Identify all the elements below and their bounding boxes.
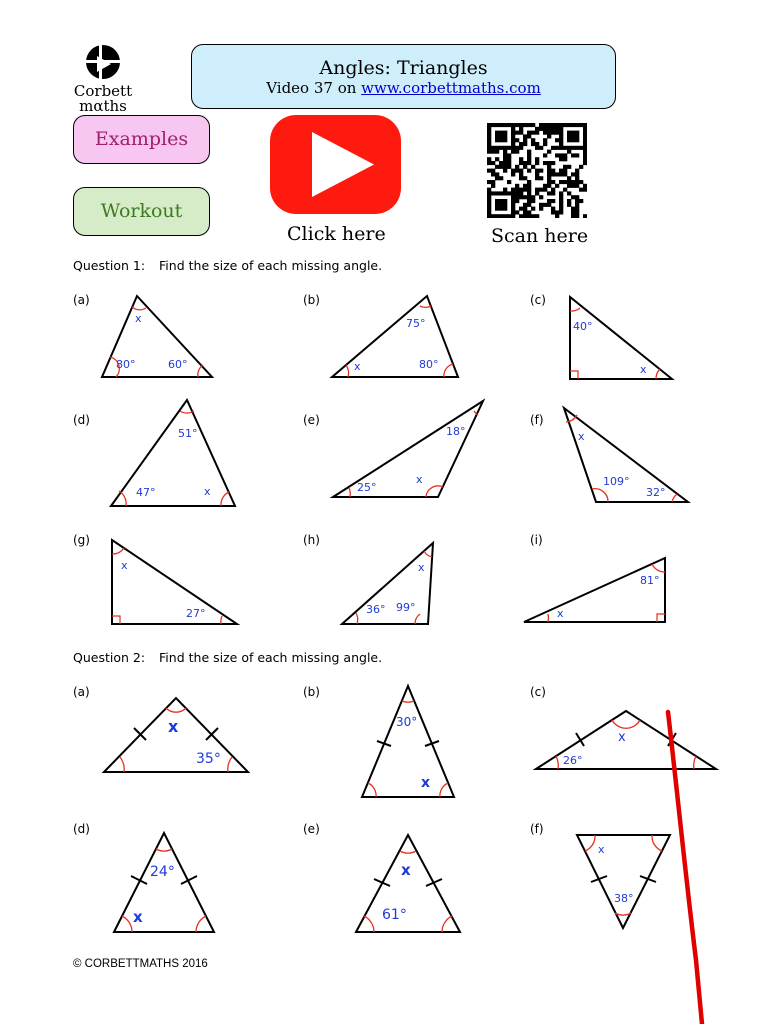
q2d-angle-24: 24°: [150, 864, 175, 880]
q1c-angle-x: x: [640, 363, 647, 376]
q1i-triangle: [524, 558, 665, 622]
q2-part-b-label: (b): [303, 685, 320, 699]
q2e-triangle: [356, 835, 460, 932]
q1-part-a-label: (a): [73, 293, 90, 307]
q2b-angle-30: 30°: [396, 715, 418, 729]
q2-part-c-label: (c): [530, 685, 546, 699]
logo-line-1: Corbett: [73, 82, 133, 100]
q1-part-e-label: (e): [303, 413, 320, 427]
q1-part-i-label: (i): [530, 533, 543, 547]
q1d-angle-47: 47°: [136, 486, 156, 499]
q2a-angle-35: 35°: [196, 751, 221, 767]
q1i-angle-81: 81°: [640, 574, 660, 587]
q1g-triangle: [112, 540, 237, 624]
question-1-label: Question 1:: [73, 258, 146, 273]
q2-part-f-label: (f): [530, 822, 544, 836]
q1e-angle-18: 18°: [446, 425, 466, 438]
copyright: © CORBETTMATHS 2016: [73, 958, 208, 970]
q1-part-c-label: (c): [530, 293, 546, 307]
q1a-angle-80: 80°: [116, 358, 136, 371]
right-angle-marker: [112, 616, 120, 624]
question-2-label: Question 2:: [73, 650, 146, 665]
q1f-angle-109: 109°: [603, 475, 630, 488]
q1-part-h-label: (h): [303, 533, 320, 547]
q1-part-f-label: (f): [530, 413, 544, 427]
q1h-triangle: [342, 543, 433, 624]
q1h-angle-x: x: [418, 561, 425, 574]
question-1-text: Find the size of each missing angle.: [159, 258, 383, 273]
q1b-angle-75: 75°: [406, 317, 426, 330]
q2d-angle-x: x: [133, 908, 143, 926]
q1-part-d-label: (d): [73, 413, 90, 427]
click-here-caption[interactable]: Click here: [287, 223, 386, 245]
q1e-angle-x: x: [416, 473, 423, 486]
q1-part-g-label: (g): [73, 533, 90, 547]
examples-button[interactable]: Examples: [73, 115, 210, 164]
q1b-angle-80: 80°: [419, 358, 439, 371]
logo-line-2: mαths: [79, 97, 127, 115]
q1c-angle-40: 40°: [573, 320, 593, 333]
q2-part-e-label: (e): [303, 822, 320, 836]
q2f-angle-x: x: [598, 843, 605, 856]
q1h-angle-99: 99°: [396, 601, 416, 614]
q1b-angle-x: x: [354, 360, 361, 373]
red-annotation-stroke: [668, 712, 702, 1024]
q1d-triangle: [111, 400, 235, 506]
q2f-angle-38: 38°: [614, 892, 634, 905]
q2b-angle-x: x: [421, 775, 431, 791]
q1g-angle-x: x: [121, 559, 128, 572]
q1-part-b-label: (b): [303, 293, 320, 307]
q2e-angle-61: 61°: [382, 907, 407, 923]
page-title: Angles: Triangles: [319, 57, 488, 79]
q1e-triangle: [333, 401, 483, 497]
q1b-triangle: [332, 296, 458, 377]
q1f-angle-32: 32°: [646, 486, 666, 499]
subtitle-prefix: Video 37 on: [266, 79, 362, 97]
q1f-angle-x: x: [578, 430, 585, 443]
right-angle-marker: [657, 614, 665, 622]
q1g-angle-27: 27°: [186, 607, 206, 620]
workout-button[interactable]: Workout: [73, 187, 210, 236]
corbettmaths-link[interactable]: www.corbettmaths.com: [361, 79, 541, 97]
scan-here-caption: Scan here: [491, 225, 589, 247]
q2e-angle-x: x: [401, 861, 411, 879]
q2c-angle-26: 26°: [563, 754, 583, 767]
q1d-angle-x: x: [204, 485, 211, 498]
q1h-angle-36: 36°: [366, 603, 386, 616]
q1e-angle-25: 25°: [357, 481, 377, 494]
q1a-angle-60: 60°: [168, 358, 188, 371]
q1c-triangle: [570, 297, 672, 379]
q2d-triangle: [114, 833, 214, 932]
question-2-text: Find the size of each missing angle.: [159, 650, 383, 665]
q2-part-a-label: (a): [73, 685, 90, 699]
right-angle-marker: [570, 371, 578, 379]
q1a-angle-x: x: [135, 312, 142, 325]
q2a-angle-x: x: [168, 717, 179, 736]
q1i-angle-x: x: [557, 607, 564, 620]
q2c-angle-x: x: [618, 730, 626, 745]
q2-part-d-label: (d): [73, 822, 90, 836]
q1d-angle-51: 51°: [178, 427, 198, 440]
